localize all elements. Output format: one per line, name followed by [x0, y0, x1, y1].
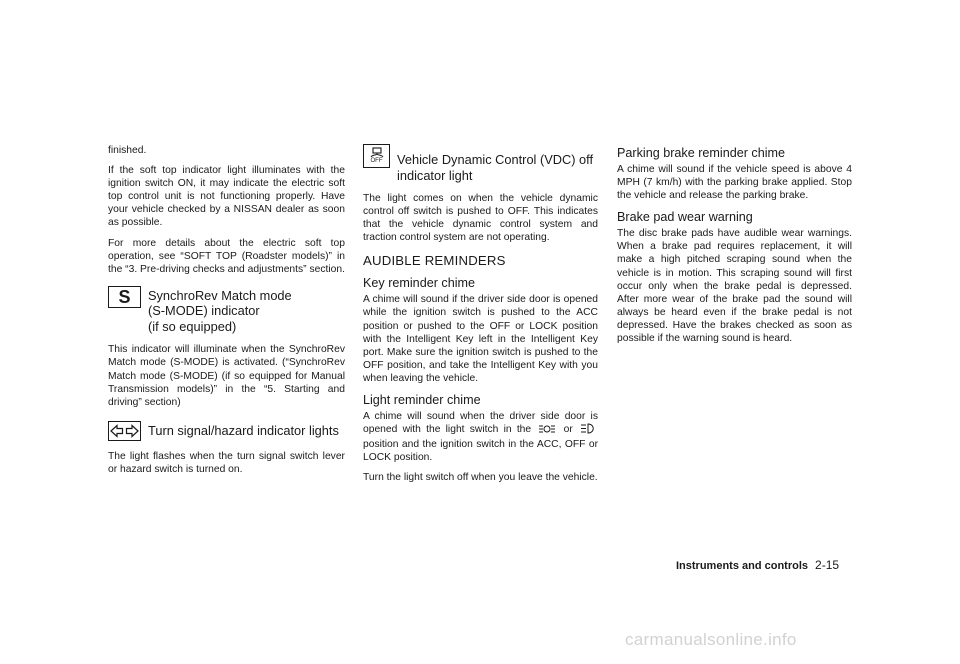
- heading-audible-reminders: AUDIBLE REMINDERS: [363, 253, 506, 269]
- page-footer: [676, 558, 839, 572]
- column-middle: [363, 144, 598, 492]
- paragraph-light-switch-off: Turn the light switch off when you leave the vehicle.: [363, 472, 598, 484]
- heading-light-reminder: Light reminder chime: [363, 393, 481, 408]
- paragraph-synchro-rev: This indicator will illuminate when the SynchroRev Match mode (S-MODE) is activated. (“SynchroRev Match mode (S-MODE) (if so equipped for Manual Transmission models)” in the “5. Starting and driving” section): [108, 344, 345, 408]
- footer-section-name: Instruments and controls: [676, 560, 809, 572]
- heading-parking-brake-reminder: Parking brake reminder chime: [617, 146, 785, 160]
- paragraph-finished: finished.: [108, 145, 147, 156]
- vdc-off-title: Vehicle Dynamic Control (VDC) off indicator light: [397, 152, 594, 183]
- paragraph-soft-top-indicator: If the soft top indicator light illuminates with the ignition switch ON, it may indicate the electric soft top control unit is not functioning properly. Have your vehicle checked by a NISSAN dealer as soon as possible.: [108, 165, 345, 229]
- synchro-rev-title: SynchroRev Match mode (S-MODE) indicator (if so equipped): [148, 287, 292, 334]
- turn-signal-title: Turn signal/hazard indicator lights: [148, 422, 339, 438]
- page-number: 2-15: [815, 558, 840, 572]
- paragraph-brake-pad-wear: The disc brake pads have audible wear warnings. When a brake pad requires replacement, it will make a high pitched scraping sound when the vehicle is in motion. This scraping sound will first occur only when the brake pedal is depressed. After more wear of the brake pad the sound will always be heard even if the brake pedal is not depressed. Have the brakes checked as soon as possible if the warning sound is heard.: [617, 228, 852, 345]
- vdc-off-icon: OFF: [363, 144, 390, 168]
- paragraph-key-reminder: A chime will sound if the driver side door is opened while the ignition switch is pushed to the ACC position or pushed to the OFF or LOCK position with the Intelligent Key left in the Intelligent Key port. Make sure the ignition switch is pushed to the OFF position, and take the Intelligent Key with you when leaving the vehicle.: [363, 294, 598, 384]
- vdc-off-heading: [363, 144, 598, 183]
- watermark: carmanualsonline.info: [625, 630, 797, 649]
- heading-brake-pad-wear: Brake pad wear warning: [617, 210, 753, 225]
- heading-key-reminder: Key reminder chime: [363, 276, 475, 291]
- paragraph-vdc-off: The light comes on when the vehicle dynamic control off switch is pushed to OFF. This indicates that the vehicle dynamic control system and traction control system are not operating.: [363, 193, 598, 244]
- paragraph-soft-top-details: For more details about the electric soft top operation, see “SOFT TOP (Roadster models)” in the “3. Pre-driving checks and adjustments” section.: [108, 237, 345, 275]
- side-light-icon: [538, 424, 556, 438]
- column-left: [108, 144, 345, 483]
- turn-signal-heading: [108, 421, 345, 441]
- column-right: [617, 144, 852, 352]
- paragraph-parking-brake: A chime will sound if the vehicle speed is above 4 MPH (7 km/h) with the parking brake applied. Stop the vehicle and release the parking brake.: [617, 164, 852, 202]
- s-mode-icon: S: [108, 286, 141, 308]
- headlight-icon: [580, 423, 596, 438]
- synchro-rev-heading: [108, 286, 345, 335]
- paragraph-light-reminder: A chime will sound when the driver side door is opened with the light switch in the or position and the ignition switch in the ACC, OFF or LOCK position.: [363, 411, 598, 464]
- paragraph-turn-signal: The light flashes when the turn signal switch lever or hazard switch is turned on.: [108, 450, 345, 475]
- turn-signal-icon: [108, 421, 141, 441]
